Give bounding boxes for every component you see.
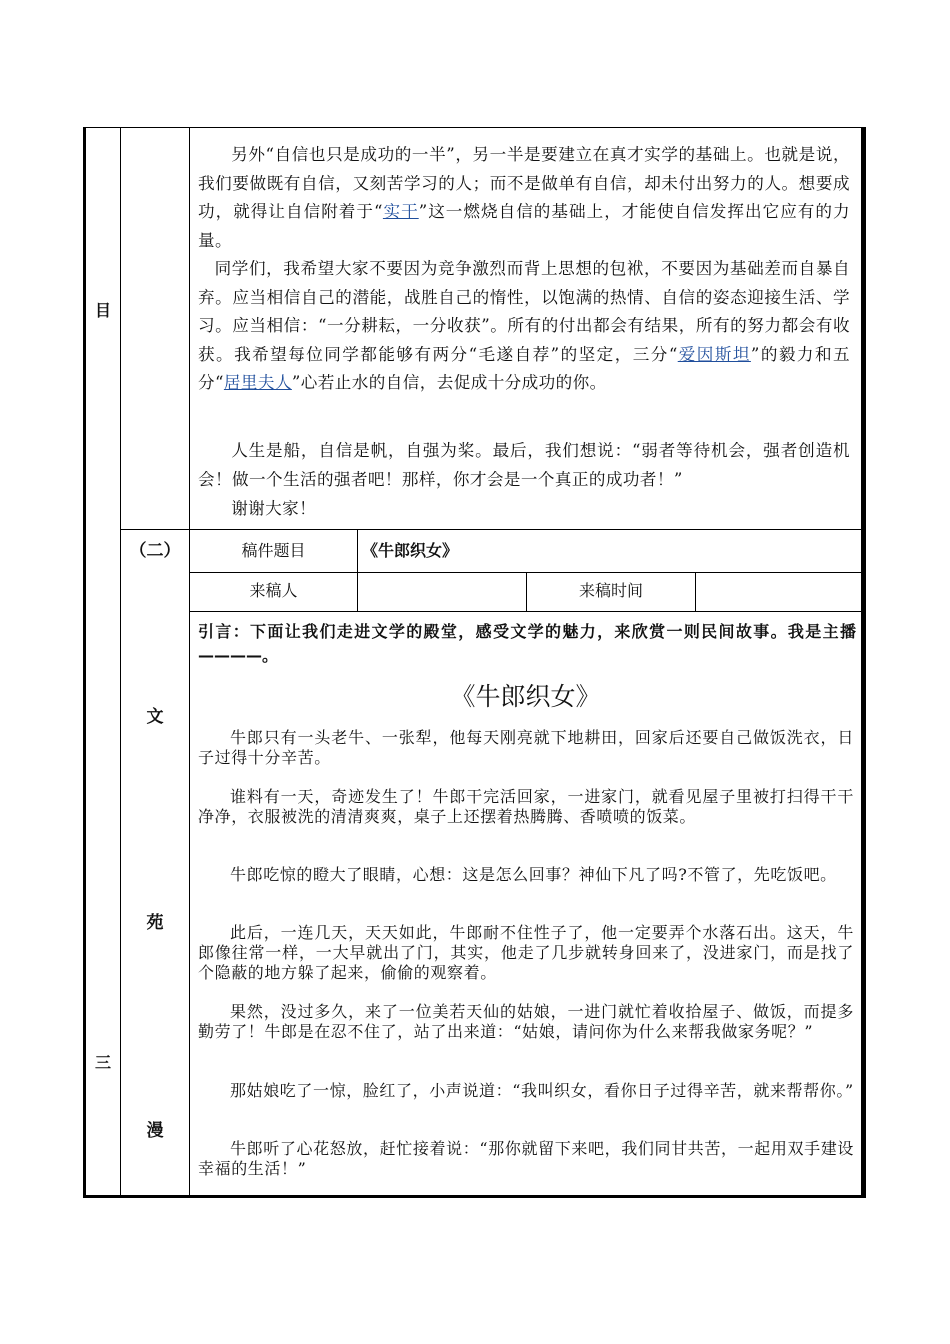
- story-paragraph: 此后，一连几天，天天如此，牛郎耐不住性子了，他一定要弄个水落石出。这天，牛郎像往常一样，一大早就出了门，其实，他走了几步就转身回来了，没进家门，而是找了个隐蔽的地方躲了起来，偷偷的观察着。: [198, 923, 854, 982]
- form-time-label: 来稿时间: [578, 581, 643, 600]
- link-shigan[interactable]: 实干: [382, 202, 419, 222]
- form-row-divider-2: [189, 611, 862, 612]
- table-right-shadow: [862, 127, 866, 1197]
- form-vert-divider-a: [357, 529, 358, 611]
- form-title-label: 稿件题目: [241, 541, 306, 560]
- section-divider: [120, 529, 862, 530]
- story-paragraph: 牛郎只有一头老牛、一张犁，他每天刚亮就下地耕田，回家后还要自己做饭洗衣，日子过得十分辛苦。: [198, 728, 854, 767]
- label-san: 三: [94, 1053, 111, 1072]
- link-curie[interactable]: 居里夫人: [223, 373, 292, 393]
- story-paragraph: 谁料有一天，奇迹发生了！牛郎干完活回家，一进家门，就看见屋子里被打扫得干干净净，衣服被洗的清清爽爽，桌子上还摆着热腾腾、香喷喷的饭菜。: [198, 787, 854, 826]
- story-heading: 《牛郎织女》: [450, 682, 601, 711]
- story-paragraph: 牛郎吃惊的瞪大了眼睛，心想：这是怎么回事？神仙下凡了吗?不管了，先吃饭吧。: [230, 865, 837, 884]
- link-einstein[interactable]: 爱因斯坦: [677, 344, 751, 364]
- table-outer-left-border: [83, 127, 86, 1197]
- story-paragraph: 那姑娘吃了一惊，脸红了，小声说道：“我叫织女，看你日子过得辛苦，就来帮帮你。”: [230, 1081, 854, 1100]
- label-er: （二）: [129, 541, 181, 561]
- table-top-border: [83, 127, 866, 128]
- speech-p2-text-b: ”的毅力和五分“: [198, 344, 850, 393]
- label-mu: 目: [94, 301, 111, 320]
- speech-paragraph-3: 人生是船，自信是帆，自强为桨。最后，我们想说：“弱者等待机会，强者创造机会！做一个生活的强者吧！那样，你才会是一个真正的成功者！”: [198, 441, 850, 489]
- speech-p2-text-c: ”心若止水的自信，去促成十分成功的你。: [291, 373, 607, 393]
- label-man: 漫: [146, 1121, 164, 1141]
- speech-thanks: 谢谢大家！: [231, 499, 317, 518]
- table-col1-divider: [120, 127, 121, 1197]
- speech-p2-text-a: 同学们，我希望大家不要因为竞争激烈而背上思想的包袱，不要因为基础差而自暴自弃。应当相信自己的潜能，战胜自己的惰性，以饱满的热情、自信的姿态迎接生活、学习。应当相信：“一分耕耘，一分收获”。所有的付出都会有结果，所有的努力都会有收获。我希望每位同学都能够有两分“毛遂自荐”的坚定，三分“: [198, 259, 850, 364]
- table-bottom-border: [83, 1195, 866, 1198]
- speech-p1-text-b: ”这一燃烧自信的基础上，才能使自信发挥出它应有的力量。: [198, 202, 850, 250]
- form-title-value: 《牛郎织女》: [362, 541, 459, 560]
- form-author-label: 来稿人: [249, 581, 298, 600]
- story-intro: 引言：下面让我们走进文学的殿堂，感受文学的魅力，来欣赏一则民间故事。我是主播————。: [198, 622, 856, 665]
- label-wen: 文: [146, 707, 164, 727]
- label-yuan: 苑: [146, 913, 164, 933]
- speech-p1-text-a: 另外“自信也只是成功的一半”，另一半是要建立在真才实学的基础上。也就是说，我们要做既有自信，又刻苦学习的人；而不是做单有自信，却未付出努力的人。想要成功，就得让自信附着于“: [198, 145, 850, 222]
- speech-paragraph-1: [198, 141, 850, 255]
- form-vert-divider-c: [695, 572, 696, 611]
- story-paragraph: 牛郎听了心花怒放，赶忙接着说：“那你就留下来吧，我们同甘共苦，一起用双手建设幸福的生活！”: [198, 1139, 854, 1178]
- speech-paragraph-2: [198, 255, 850, 398]
- table-col2-divider: [189, 127, 190, 1197]
- story-paragraph: 果然，没过多久，来了一位美若天仙的姑娘，一进门就忙着收拾屋子、做饭，而提多勤劳了！牛郎是在忍不住了，站了出来道：“姑娘，请问你为什么来帮我做家务呢？”: [198, 1002, 854, 1041]
